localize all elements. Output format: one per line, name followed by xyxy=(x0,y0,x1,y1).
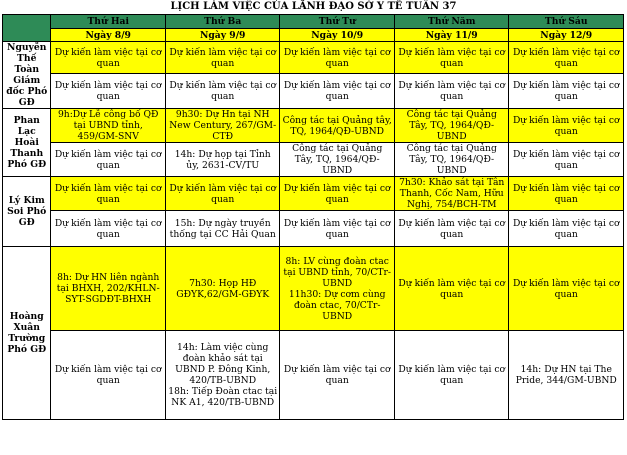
schedule-cell: 7h30: Họp HĐ GĐYK,62/GM-GĐYK xyxy=(165,247,280,331)
leader-name: Phan Lạc Hoài Thanh Phó GĐ xyxy=(3,109,51,177)
day-name-fri: Thứ Sáu xyxy=(509,15,624,29)
date-wed: Ngày 10/9 xyxy=(280,29,395,42)
schedule-row xyxy=(3,109,624,143)
schedule-cell: Dự kiến làm việc tại cơ quan xyxy=(509,74,624,109)
schedule-cell: 14h: Làm việc cùng đoàn khảo sát tại UBND P. Đông Kinh, 420/TB-UBND 18h: Tiếp Đoàn ctac tại NK A1, 420/TB-UBND xyxy=(165,331,280,420)
schedule-cell: Dự kiến làm việc tại cơ quan xyxy=(51,143,166,177)
page-title: LỊCH LÀM VIỆC CỦA LÃNH ĐẠO SỞ Y TẾ TUẦN 37 xyxy=(170,1,457,12)
schedule-row xyxy=(3,74,624,109)
schedule-cell: Dự kiến làm việc tại cơ quan xyxy=(51,177,166,211)
schedule-row xyxy=(3,42,624,74)
schedule-cell: Dự kiến làm việc tại cơ quan xyxy=(165,177,280,211)
schedule-cell: Dự kiến làm việc tại cơ quan xyxy=(51,211,166,247)
leader-name: Nguyễn Thế Toàn Giám đốc Phó GĐ xyxy=(3,42,51,109)
schedule-cell: Dự kiến làm việc tại cơ quan xyxy=(280,42,395,74)
schedule-row xyxy=(3,211,624,247)
schedule-cell: Dự kiến làm việc tại cơ quan xyxy=(394,211,509,247)
schedule-cell: Dự kiến làm việc tại cơ quan xyxy=(280,211,395,247)
schedule-cell: Dự kiến làm việc tại cơ quan xyxy=(165,74,280,109)
schedule-cell: Dự kiến làm việc tại cơ quan xyxy=(394,74,509,109)
schedule-cell: 14h: Dự họp tại Tỉnh ủy, 2631-CV/TU xyxy=(165,143,280,177)
schedule-cell: Dự kiến làm việc tại cơ quan xyxy=(280,331,395,420)
schedule-cell: 15h: Dự ngày truyền thống tại CC Hải Quan xyxy=(165,211,280,247)
schedule-cell: Dự kiến làm việc tại cơ quan xyxy=(509,109,624,143)
schedule-table xyxy=(2,14,624,420)
leader-name: Lý Kim Soi Phó GĐ xyxy=(3,177,51,247)
schedule-cell: Dự kiến làm việc tại cơ quan xyxy=(51,42,166,74)
day-name-tue: Thứ Ba xyxy=(165,15,280,29)
schedule-cell: Dự kiến làm việc tại cơ quan xyxy=(280,177,395,211)
schedule-cell: Công tác tại Quảng Tây, TQ, 1964/QĐ-UBND xyxy=(394,143,509,177)
schedule-row xyxy=(3,247,624,331)
schedule-row xyxy=(3,331,624,420)
schedule-cell: Dự kiến làm việc tại cơ quan xyxy=(394,42,509,74)
day-name-thu: Thứ Năm xyxy=(394,15,509,29)
schedule-cell: 7h30: Khảo sát tại Tân Thanh, Cốc Nam, Hữu Nghị, 754/BCH-TM xyxy=(394,177,509,211)
schedule-cell: 9h:Dự Lễ công bố QĐ tại UBND tỉnh, 459/GM-SNV xyxy=(51,109,166,143)
schedule-cell: Dự kiến làm việc tại cơ quan xyxy=(165,42,280,74)
schedule-cell: Dự kiến làm việc tại cơ quan xyxy=(51,331,166,420)
schedule-cell: Công tác tại Quảng Tây, TQ, 1964/QĐ-UBND xyxy=(394,109,509,143)
schedule-cell: Dự kiến làm việc tại cơ quan xyxy=(509,143,624,177)
schedule-cell: 14h: Dự HN tại The Pride, 344/GM-UBND xyxy=(509,331,624,420)
schedule-cell: 9h30: Dự Hn tại NH New Century, 267/GM-CTĐ xyxy=(165,109,280,143)
schedule-cell: Dự kiến làm việc tại cơ quan xyxy=(509,177,624,211)
date-fri: Ngày 12/9 xyxy=(509,29,624,42)
schedule-cell: Dự kiến làm việc tại cơ quan xyxy=(509,42,624,74)
schedule-cell: Dự kiến làm việc tại cơ quan xyxy=(509,211,624,247)
date-tue: Ngày 9/9 xyxy=(165,29,280,42)
schedule-cell: Dự kiến làm việc tại cơ quan xyxy=(509,247,624,331)
schedule-row xyxy=(3,143,624,177)
schedule-cell: 8h: LV cùng đoàn ctac tại UBND tỉnh, 70/CTr-UBND 11h30: Dự cơm cùng đoàn ctac, 70/CTr-UBND xyxy=(280,247,395,331)
schedule-cell: Công tác tại Quảng Tây, TQ, 1964/QĐ-UBND xyxy=(280,143,395,177)
day-header-row xyxy=(3,15,624,29)
day-name-wed: Thứ Tư xyxy=(280,15,395,29)
date-thu: Ngày 11/9 xyxy=(394,29,509,42)
leader-name: Hoàng Xuân Trường Phó GĐ xyxy=(3,247,51,420)
date-mon: Ngày 8/9 xyxy=(51,29,166,42)
schedule-cell: Dự kiến làm việc tại cơ quan xyxy=(280,74,395,109)
corner-cell xyxy=(3,15,51,42)
schedule-cell: Dự kiến làm việc tại cơ quan xyxy=(394,331,509,420)
date-header-row xyxy=(3,29,624,42)
day-name-mon: Thứ Hai xyxy=(51,15,166,29)
schedule-cell: Công tác tại Quảng tây, TQ, 1964/QĐ-UBND xyxy=(280,109,395,143)
schedule-row xyxy=(3,177,624,211)
schedule-cell: Dự kiến làm việc tại cơ quan xyxy=(394,247,509,331)
schedule-cell: Dự kiến làm việc tại cơ quan xyxy=(51,74,166,109)
schedule-cell: 8h: Dự HN liên ngành tại BHXH, 202/KHLN-SYT-SGDĐT-BHXH xyxy=(51,247,166,331)
